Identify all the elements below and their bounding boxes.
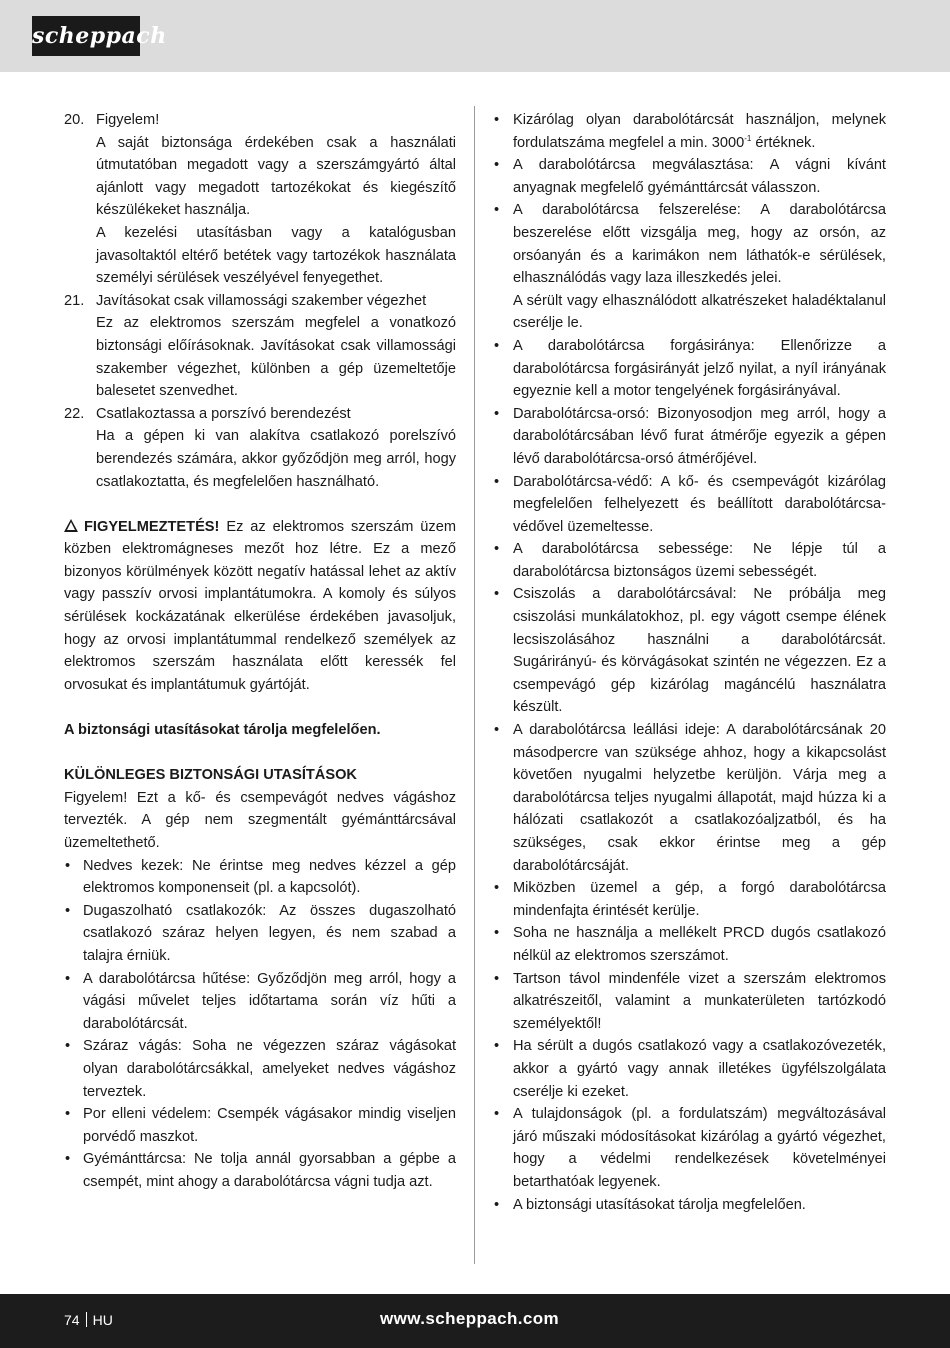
scheppach-logo: scheppach <box>32 16 140 56</box>
special-intro: Figyelem! Ezt a kő- és csempevágót nedves vágáshoz tervezték. A gép nem szegmentált gyémánttárcsával üzemeltethető. <box>64 789 456 851</box>
list-item: • Száraz vágás: Soha ne végezzen száraz vágásokat olyan darabolótárcsákkal, amelyeket nedves vágáshoz terveztek. <box>64 1035 456 1103</box>
item-title: Javításokat csak villamossági szakember végezhet <box>96 292 427 309</box>
list-item: • Kizárólag olyan darabolótárcsát használjon, melynek fordulatszáma megfelel a min. $3000^{-1}$ értéknek. <box>493 109 886 154</box>
item-text: Ha a gépen ki van alakítva csatlakozó porelszívó berendezés számára, akkor győződjön meg arról, hogy csatlakoztatta, és megfelelően használható. <box>96 428 456 490</box>
page-footer <box>0 1294 950 1348</box>
left-bullet-list <box>64 855 456 1194</box>
left-column <box>64 109 456 1194</box>
item-number: 21. <box>64 292 85 309</box>
warning-text: Ez az elektromos szerszám üzem közben elektromágneses mezőt hoz létre. Ez a mező bizonyos körülmények között negatív hatással lehet az aktív vagy passzív orvosi implantátumokra. A komoly és súlyos sérülések kockázatának elkerülése érdekében javasoljuk, hogy az orvosi implantátummal rendelkező személyek az elektromos szerszám használata előtt keressék fel orvosukat és implantátumuk gyártóját. <box>64 518 456 693</box>
list-item: • A tulajdonságok (pl. a fordulatszám) megváltozásával járó műszaki módosításokat kizárólag a gyártó végezhet, hogy a védelmi rendelkezések követelményei betarthatóak legyenek. <box>493 1103 886 1193</box>
list-item: • Gyémánttárcsa: Ne tolja annál gyorsabban a gépbe a csempét, mint ahogy a darabolótárcsa vágni tudja azt. <box>64 1148 456 1193</box>
list-item: • A darabolótárcsa sebessége: Ne lépje túl a darabolótárcsa biztonságos üzemi sebességét. <box>493 538 886 583</box>
page-number <box>64 1310 113 1330</box>
list-item: • Soha ne használja a mellékelt PRCD dugós csatlakozó nélkül az elektromos szerszámot. <box>493 922 886 967</box>
list-item: • Tartson távol mindenféle vizet a szerszám elektromos alkatrészeitől, valamint a munkaterületen tartózkodó személyektől! <box>493 968 886 1036</box>
list-item: • A darabolótárcsa forgásiránya: Ellenőrizze a darabolótárcsa forgásirányát jelző nyilat, a nyíl irányának egyeznie kell a motor tengelyének forgásirányával. <box>493 335 886 403</box>
right-column <box>493 109 886 1216</box>
store-note: A biztonsági utasításokat tárolja megfelelően. <box>64 722 381 739</box>
item-21 <box>64 290 456 403</box>
list-item: • Darabolótárcsa-védő: A kő- és csempevágót kizárólag megfelelően felhelyezett és beállított darabolótárcsa-védővel üzemeltesse. <box>493 471 886 539</box>
list-item: • A biztonsági utasításokat tárolja megfelelően. <box>493 1194 886 1217</box>
item-20 <box>64 109 456 290</box>
warning-triangle-icon <box>64 519 78 532</box>
right-bullet-list <box>493 109 886 1216</box>
language-code: HU <box>92 1312 113 1328</box>
item-number: 20. <box>64 112 85 128</box>
item-22 <box>64 403 456 493</box>
list-item: • Por elleni védelem: Csempék vágásakor mindig viseljen porvédő maszkot. <box>64 1103 456 1148</box>
warning-paragraph <box>64 516 456 697</box>
list-item: • A darabolótárcsa megválasztása: A vágni kívánt anyagnak megfelelő gyémánttárcsát válasszon. <box>493 154 886 199</box>
special-heading: KÜLÖNLEGES BIZTONSÁGI UTASÍTÁSOK <box>64 767 357 784</box>
list-item: • A darabolótárcsa felszerelése: A darabolótárcsa beszerelése előtt vizsgálja meg, hogy az orsón, az orsóanyán és a karimákon nem láthatók-e sérülések, elhasználódás vagy laza illeszkedés jelei. A sérült vagy elhasználódott alkatrészeket haladéktalanul cserélje le. <box>493 199 886 335</box>
page-number-value: 74 <box>64 1312 80 1328</box>
item-number: 22. <box>64 405 85 422</box>
item-text: A saját biztonsága érdekében csak a használati útmutatóban megadott vagy a szerszámgyártó által ajánlott vagy megadott tartozékokat és kiegészítő készülékeket használja. <box>96 134 456 219</box>
list-item: • A darabolótárcsa hűtése: Győződjön meg arról, hogy a vágási művelet teljes időtartama során víz hűti a darabolótárcsát. <box>64 968 456 1036</box>
column-divider <box>474 106 475 1264</box>
item-text: A kezelési utasításban vagy a katalógusban javasoltaktól eltérő betétek vagy tartozékok használata személyi sérülések veszélyével fenyegethet. <box>96 224 456 287</box>
item-text: Ez az elektromos szerszám megfelel a vonatkozó biztonsági előírásoknak. Javításokat csak villamossági szakember végezhet, különben a gép üzemeltetője balesetet szenvedhet. <box>96 315 456 400</box>
warning-label: FIGYELMEZTETÉS! <box>84 518 220 535</box>
item-title: Figyelem! <box>96 112 160 128</box>
list-item: • Darabolótárcsa-orsó: Bizonyosodjon meg arról, hogy a darabolótárcsában lévő furat átmérője egyezik a gépen lévő darabolótárcsa-orsó átmérőjével. <box>493 403 886 471</box>
list-item: • Csiszolás a darabolótárcsával: Ne próbálja meg csiszolási munkálatokhoz, pl. egy vágott csempe élének lecsiszolásához használni a darabolótárcsát. Sugárirányú- és körvágásokat szintén ne végezzen. Ez a csempevágó gép kizárólag magáncélú használatra készült. <box>493 583 886 719</box>
damage-note: A sérült vagy elhasználódott alkatrészeket haladéktalanul cserélje le. <box>513 292 886 332</box>
page-header <box>0 0 950 72</box>
website-link[interactable]: www.scheppach.com <box>380 1309 560 1328</box>
list-item: • Nedves kezek: Ne érintse meg nedves kézzel a gép elektromos komponenseit (pl. a kapcsolót). <box>64 855 456 900</box>
list-item: • Ha sérült a dugós csatlakozó vagy a csatlakozóvezeték, akkor a gyártó vagy annak illetékes ügyfélszolgálata cserélje ki ezeket. <box>493 1035 886 1103</box>
list-item: • Dugaszolható csatlakozók: Az összes dugaszolható csatlakozó száraz helyen legyen, és nem szabad a talajra érniük. <box>64 900 456 968</box>
item-title: Csatlakoztassa a porszívó berendezést <box>96 405 351 422</box>
list-item: • A darabolótárcsa leállási ideje: A darabolótárcsának 20 másodpercre van szüksége ahhoz, hogy a kikapcsolást követően nyugalmi helyzetbe kerüljön. Várja meg a darabolótárcsa teljes nyugalmi állapotát, majd húzza ki a hálózati csatlakozót a csatlakozóaljzatból, és ha szükséges, csak ekkor érintse meg a gép darabolótárcsáját. <box>493 719 886 877</box>
footer-separator <box>86 1312 87 1327</box>
list-item: • Miközben üzemel a gép, a forgó darabolótárcsa mindenfajta érintését kerülje. <box>493 877 886 922</box>
